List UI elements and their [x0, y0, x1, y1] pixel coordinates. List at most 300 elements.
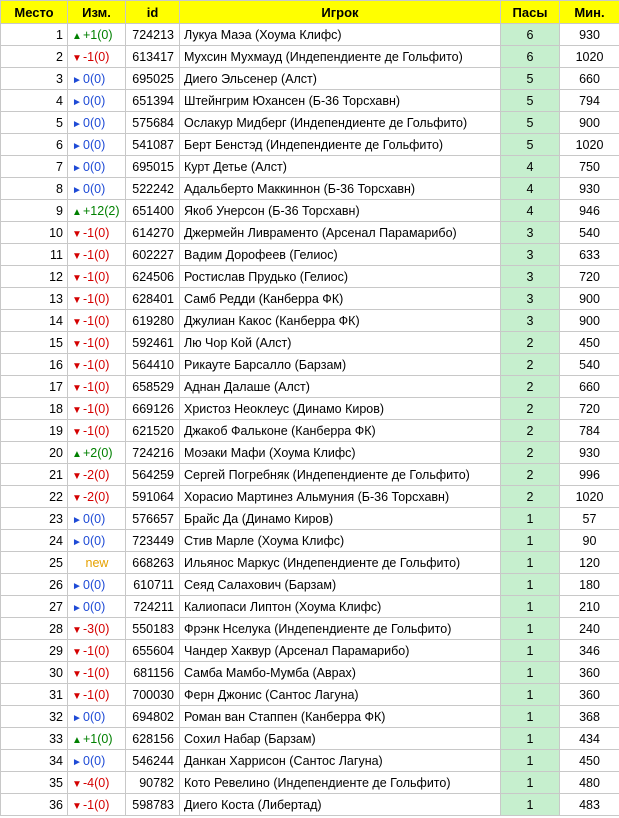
change-value: 0(0) [83, 753, 106, 768]
id-cell: 541087 [126, 134, 180, 156]
place-cell: 2 [1, 46, 68, 68]
change-cell [68, 222, 126, 244]
place-cell: 12 [1, 266, 68, 288]
table-row [1, 442, 619, 464]
passes-cell: 6 [501, 46, 560, 68]
change-cell [68, 596, 126, 618]
change-cell [68, 442, 126, 464]
triangle-up-icon: ▲ [72, 206, 82, 218]
change-cell [68, 552, 126, 574]
change-cell [68, 46, 126, 68]
change-cell [68, 398, 126, 420]
change-cell [68, 464, 126, 486]
table-row [1, 794, 619, 816]
triangle-down-icon: ▼ [72, 316, 82, 328]
change-cell [68, 508, 126, 530]
minutes-cell: 1020 [560, 134, 619, 156]
id-cell: 564259 [126, 464, 180, 486]
triangle-up-icon: ▲ [72, 30, 82, 42]
header-passes[interactable]: Пасы [501, 1, 560, 24]
minutes-cell: 930 [560, 24, 619, 46]
id-cell: 624506 [126, 266, 180, 288]
change-cell [68, 332, 126, 354]
place-cell: 9 [1, 200, 68, 222]
id-cell: 610711 [126, 574, 180, 596]
passes-cell: 1 [501, 640, 560, 662]
place-cell: 23 [1, 508, 68, 530]
passes-cell: 4 [501, 200, 560, 222]
minutes-cell: 996 [560, 464, 619, 486]
player-cell: Кото Ревелино (Индепендиенте де Гольфито) [180, 772, 501, 794]
triangle-right-icon: ► [72, 514, 82, 526]
change-cell [68, 310, 126, 332]
table-row [1, 288, 619, 310]
table-row [1, 728, 619, 750]
place-cell: 3 [1, 68, 68, 90]
player-cell: Калиопаси Липтон (Хоума Клифс) [180, 596, 501, 618]
player-cell: Якоб Унерсон (Б-36 Торсхавн) [180, 200, 501, 222]
minutes-cell: 368 [560, 706, 619, 728]
change-cell [68, 24, 126, 46]
id-cell: 628156 [126, 728, 180, 750]
table-row [1, 178, 619, 200]
passes-cell: 1 [501, 684, 560, 706]
place-cell: 22 [1, 486, 68, 508]
change-cell [68, 354, 126, 376]
id-cell: 522242 [126, 178, 180, 200]
player-cell: Сохил Набар (Барзам) [180, 728, 501, 750]
change-value: 0(0) [83, 577, 106, 592]
change-value: 0(0) [83, 159, 106, 174]
player-cell: Берт Бенстэд (Индепендиенте де Гольфито) [180, 134, 501, 156]
minutes-cell: 794 [560, 90, 619, 112]
place-cell: 17 [1, 376, 68, 398]
id-cell: 724216 [126, 442, 180, 464]
triangle-down-icon: ▼ [72, 250, 82, 262]
change-cell [68, 772, 126, 794]
place-cell: 16 [1, 354, 68, 376]
id-cell: 90782 [126, 772, 180, 794]
id-cell: 614270 [126, 222, 180, 244]
player-cell: Данкан Харрисон (Сантос Лагуна) [180, 750, 501, 772]
place-cell: 32 [1, 706, 68, 728]
triangle-right-icon: ► [72, 140, 82, 152]
table-row [1, 354, 619, 376]
id-cell: 598783 [126, 794, 180, 816]
change-cell [68, 156, 126, 178]
table-row [1, 552, 619, 574]
passes-cell: 5 [501, 68, 560, 90]
minutes-cell: 450 [560, 750, 619, 772]
triangle-down-icon: ▼ [72, 426, 82, 438]
minutes-cell: 483 [560, 794, 619, 816]
triangle-down-icon: ▼ [72, 272, 82, 284]
passes-cell: 2 [501, 398, 560, 420]
id-cell: 591064 [126, 486, 180, 508]
place-cell: 25 [1, 552, 68, 574]
player-cell: Чандер Хаквур (Арсенал Парамарибо) [180, 640, 501, 662]
minutes-cell: 1020 [560, 486, 619, 508]
triangle-right-icon: ► [72, 756, 82, 768]
change-cell [68, 618, 126, 640]
change-cell [68, 200, 126, 222]
passes-cell: 2 [501, 442, 560, 464]
player-cell: Диего Коста (Либертад) [180, 794, 501, 816]
passes-cell: 4 [501, 178, 560, 200]
table-row [1, 640, 619, 662]
table-row [1, 574, 619, 596]
table-body [1, 24, 619, 816]
passes-cell: 1 [501, 552, 560, 574]
place-cell: 31 [1, 684, 68, 706]
change-value: 0(0) [83, 511, 106, 526]
player-cell: Штейнгрим Юхансен (Б-36 Торсхавн) [180, 90, 501, 112]
header-row [1, 1, 619, 24]
player-cell: Самба Мамбо-Мумба (Аврах) [180, 662, 501, 684]
change-cell [68, 420, 126, 442]
change-value: -1(0) [83, 49, 110, 64]
change-cell [68, 640, 126, 662]
triangle-down-icon: ▼ [72, 228, 82, 240]
place-cell: 13 [1, 288, 68, 310]
passes-cell: 5 [501, 134, 560, 156]
change-cell [68, 486, 126, 508]
id-cell: 724213 [126, 24, 180, 46]
player-cell: Лю Чор Кой (Алст) [180, 332, 501, 354]
place-cell: 36 [1, 794, 68, 816]
change-cell [68, 266, 126, 288]
minutes-cell: 900 [560, 310, 619, 332]
change-value: +2(0) [83, 445, 113, 460]
change-value: -4(0) [83, 775, 110, 790]
minutes-cell: 120 [560, 552, 619, 574]
table-row [1, 596, 619, 618]
table-row [1, 486, 619, 508]
new-badge: new [85, 555, 109, 570]
header-place[interactable]: Место [1, 1, 68, 24]
change-value: 0(0) [83, 599, 106, 614]
change-cell [68, 90, 126, 112]
triangle-down-icon: ▼ [72, 646, 82, 658]
place-cell: 11 [1, 244, 68, 266]
player-cell: Стив Марле (Хоума Клифс) [180, 530, 501, 552]
id-cell: 695025 [126, 68, 180, 90]
change-value: -3(0) [83, 621, 110, 636]
change-value: -1(0) [83, 423, 110, 438]
minutes-cell: 900 [560, 112, 619, 134]
minutes-cell: 346 [560, 640, 619, 662]
change-value: -1(0) [83, 379, 110, 394]
change-value: -1(0) [83, 225, 110, 240]
triangle-down-icon: ▼ [72, 690, 82, 702]
change-cell [68, 244, 126, 266]
id-cell: 658529 [126, 376, 180, 398]
minutes-cell: 720 [560, 398, 619, 420]
change-value: -1(0) [83, 665, 110, 680]
minutes-cell: 180 [560, 574, 619, 596]
table-row [1, 90, 619, 112]
table-row [1, 398, 619, 420]
id-cell: 723449 [126, 530, 180, 552]
player-cell: Ростислав Прудько (Гелиос) [180, 266, 501, 288]
minutes-cell: 434 [560, 728, 619, 750]
change-cell [68, 178, 126, 200]
table-row [1, 684, 619, 706]
passes-cell: 1 [501, 574, 560, 596]
table-row [1, 46, 619, 68]
table-row [1, 332, 619, 354]
change-value: -2(0) [83, 489, 110, 504]
player-cell: Христоз Неоклеус (Динамо Киров) [180, 398, 501, 420]
triangle-right-icon: ► [72, 118, 82, 130]
player-cell: Ферн Джонис (Сантос Лагуна) [180, 684, 501, 706]
id-cell: 550183 [126, 618, 180, 640]
table-row [1, 68, 619, 90]
change-value: -1(0) [83, 643, 110, 658]
passes-cell: 3 [501, 244, 560, 266]
triangle-right-icon: ► [72, 74, 82, 86]
place-cell: 1 [1, 24, 68, 46]
table-row [1, 530, 619, 552]
place-cell: 29 [1, 640, 68, 662]
id-cell: 669126 [126, 398, 180, 420]
passes-cell: 2 [501, 420, 560, 442]
change-value: -1(0) [83, 313, 110, 328]
change-cell [68, 112, 126, 134]
place-cell: 19 [1, 420, 68, 442]
table-row [1, 464, 619, 486]
passes-cell: 5 [501, 90, 560, 112]
place-cell: 30 [1, 662, 68, 684]
triangle-down-icon: ▼ [72, 338, 82, 350]
triangle-right-icon: ► [72, 162, 82, 174]
player-cell: Рикауте Барсалло (Барзам) [180, 354, 501, 376]
change-value: +1(0) [83, 731, 113, 746]
change-value: -1(0) [83, 335, 110, 350]
table-row [1, 200, 619, 222]
minutes-cell: 930 [560, 178, 619, 200]
triangle-right-icon: ► [72, 536, 82, 548]
change-value: -1(0) [83, 357, 110, 372]
player-cell: Вадим Дорофеев (Гелиос) [180, 244, 501, 266]
minutes-cell: 210 [560, 596, 619, 618]
passes-cell: 1 [501, 706, 560, 728]
place-cell: 4 [1, 90, 68, 112]
minutes-cell: 450 [560, 332, 619, 354]
change-cell [68, 574, 126, 596]
change-value: 0(0) [83, 71, 106, 86]
change-value: +1(0) [83, 27, 113, 42]
id-cell: 576657 [126, 508, 180, 530]
id-cell: 695015 [126, 156, 180, 178]
place-cell: 34 [1, 750, 68, 772]
player-cell: Хорасио Мартинез Альмуния (Б-36 Торсхавн) [180, 486, 501, 508]
id-cell: 651394 [126, 90, 180, 112]
minutes-cell: 930 [560, 442, 619, 464]
id-cell: 613417 [126, 46, 180, 68]
passes-cell: 3 [501, 222, 560, 244]
player-cell: Моэаки Мафи (Хоума Клифс) [180, 442, 501, 464]
player-cell: Самб Редди (Канберра ФК) [180, 288, 501, 310]
minutes-cell: 360 [560, 684, 619, 706]
player-cell: Курт Детье (Алст) [180, 156, 501, 178]
passes-cell: 2 [501, 332, 560, 354]
place-cell: 33 [1, 728, 68, 750]
change-cell [68, 376, 126, 398]
passes-cell: 2 [501, 376, 560, 398]
triangle-down-icon: ▼ [72, 404, 82, 416]
change-value: 0(0) [83, 115, 106, 130]
place-cell: 35 [1, 772, 68, 794]
minutes-cell: 480 [560, 772, 619, 794]
minutes-cell: 946 [560, 200, 619, 222]
player-cell: Джермейн Ливраменто (Арсенал Парамарибо) [180, 222, 501, 244]
change-value: -1(0) [83, 247, 110, 262]
minutes-cell: 540 [560, 222, 619, 244]
header-change[interactable]: Изм. [68, 1, 126, 24]
player-cell: Мухсин Мухмауд (Индепендиенте де Гольфито) [180, 46, 501, 68]
minutes-cell: 540 [560, 354, 619, 376]
change-cell [68, 706, 126, 728]
place-cell: 5 [1, 112, 68, 134]
table-row [1, 134, 619, 156]
triangle-down-icon: ▼ [72, 668, 82, 680]
player-cell: Ильянос Маркус (Индепендиенте де Гольфито) [180, 552, 501, 574]
passes-cell: 1 [501, 662, 560, 684]
player-cell: Сеяд Салахович (Барзам) [180, 574, 501, 596]
table-row [1, 772, 619, 794]
place-cell: 28 [1, 618, 68, 640]
minutes-cell: 660 [560, 68, 619, 90]
triangle-down-icon: ▼ [72, 360, 82, 372]
place-cell: 21 [1, 464, 68, 486]
triangle-down-icon: ▼ [72, 492, 82, 504]
place-cell: 20 [1, 442, 68, 464]
player-cell: Фрэнк Нселука (Индепендиенте де Гольфито) [180, 618, 501, 640]
change-cell [68, 68, 126, 90]
change-value: -1(0) [83, 797, 110, 812]
header-id[interactable]: id [126, 1, 180, 24]
change-value: 0(0) [83, 181, 106, 196]
minutes-cell: 660 [560, 376, 619, 398]
passes-cell: 4 [501, 156, 560, 178]
passes-cell: 1 [501, 618, 560, 640]
minutes-cell: 360 [560, 662, 619, 684]
id-cell: 575684 [126, 112, 180, 134]
minutes-cell: 90 [560, 530, 619, 552]
change-value: +12(2) [83, 203, 120, 218]
minutes-cell: 57 [560, 508, 619, 530]
passes-cell: 3 [501, 266, 560, 288]
place-cell: 27 [1, 596, 68, 618]
minutes-cell: 1020 [560, 46, 619, 68]
player-cell: Лукуа Маэа (Хоума Клифс) [180, 24, 501, 46]
table-row [1, 376, 619, 398]
header-player[interactable]: Игрок [180, 1, 501, 24]
place-cell: 24 [1, 530, 68, 552]
table-row [1, 222, 619, 244]
place-cell: 6 [1, 134, 68, 156]
id-cell: 668263 [126, 552, 180, 574]
table-row [1, 420, 619, 442]
player-cell: Аднан Далаше (Алст) [180, 376, 501, 398]
passes-cell: 1 [501, 530, 560, 552]
id-cell: 602227 [126, 244, 180, 266]
id-cell: 724211 [126, 596, 180, 618]
change-cell [68, 288, 126, 310]
table-row [1, 750, 619, 772]
passes-cell: 1 [501, 772, 560, 794]
player-cell: Ослакур Мидберг (Индепендиенте де Гольфито) [180, 112, 501, 134]
change-cell [68, 530, 126, 552]
change-value: 0(0) [83, 709, 106, 724]
place-cell: 7 [1, 156, 68, 178]
triangle-right-icon: ► [72, 184, 82, 196]
change-value: -1(0) [83, 269, 110, 284]
id-cell: 546244 [126, 750, 180, 772]
triangle-down-icon: ▼ [72, 470, 82, 482]
place-cell: 8 [1, 178, 68, 200]
minutes-cell: 720 [560, 266, 619, 288]
place-cell: 18 [1, 398, 68, 420]
passes-cell: 2 [501, 486, 560, 508]
place-cell: 26 [1, 574, 68, 596]
passes-cell: 1 [501, 794, 560, 816]
passes-cell: 5 [501, 112, 560, 134]
header-minutes[interactable]: Мин. [560, 1, 619, 24]
id-cell: 651400 [126, 200, 180, 222]
minutes-cell: 750 [560, 156, 619, 178]
player-cell: Джакоб Фальконе (Канберра ФК) [180, 420, 501, 442]
table-row [1, 266, 619, 288]
id-cell: 681156 [126, 662, 180, 684]
id-cell: 592461 [126, 332, 180, 354]
triangle-up-icon: ▲ [72, 734, 82, 746]
change-value: 0(0) [83, 137, 106, 152]
passes-cell: 1 [501, 596, 560, 618]
change-cell [68, 794, 126, 816]
change-cell [68, 684, 126, 706]
change-value: -1(0) [83, 401, 110, 416]
change-cell [68, 750, 126, 772]
triangle-down-icon: ▼ [72, 800, 82, 812]
change-value: -1(0) [83, 291, 110, 306]
table-row [1, 618, 619, 640]
passes-cell: 2 [501, 464, 560, 486]
change-value: 0(0) [83, 93, 106, 108]
minutes-cell: 240 [560, 618, 619, 640]
triangle-down-icon: ▼ [72, 52, 82, 64]
change-cell [68, 662, 126, 684]
id-cell: 621520 [126, 420, 180, 442]
change-value: -2(0) [83, 467, 110, 482]
change-value: -1(0) [83, 687, 110, 702]
minutes-cell: 784 [560, 420, 619, 442]
id-cell: 700030 [126, 684, 180, 706]
place-cell: 14 [1, 310, 68, 332]
table-row [1, 508, 619, 530]
id-cell: 694802 [126, 706, 180, 728]
triangle-right-icon: ► [72, 580, 82, 592]
triangle-down-icon: ▼ [72, 624, 82, 636]
triangle-right-icon: ► [72, 96, 82, 108]
table-row [1, 156, 619, 178]
id-cell: 619280 [126, 310, 180, 332]
player-cell: Сергей Погребняк (Индепендиенте де Гольфито) [180, 464, 501, 486]
passes-cell: 1 [501, 728, 560, 750]
player-cell: Диего Эльсенер (Алст) [180, 68, 501, 90]
table-row [1, 662, 619, 684]
